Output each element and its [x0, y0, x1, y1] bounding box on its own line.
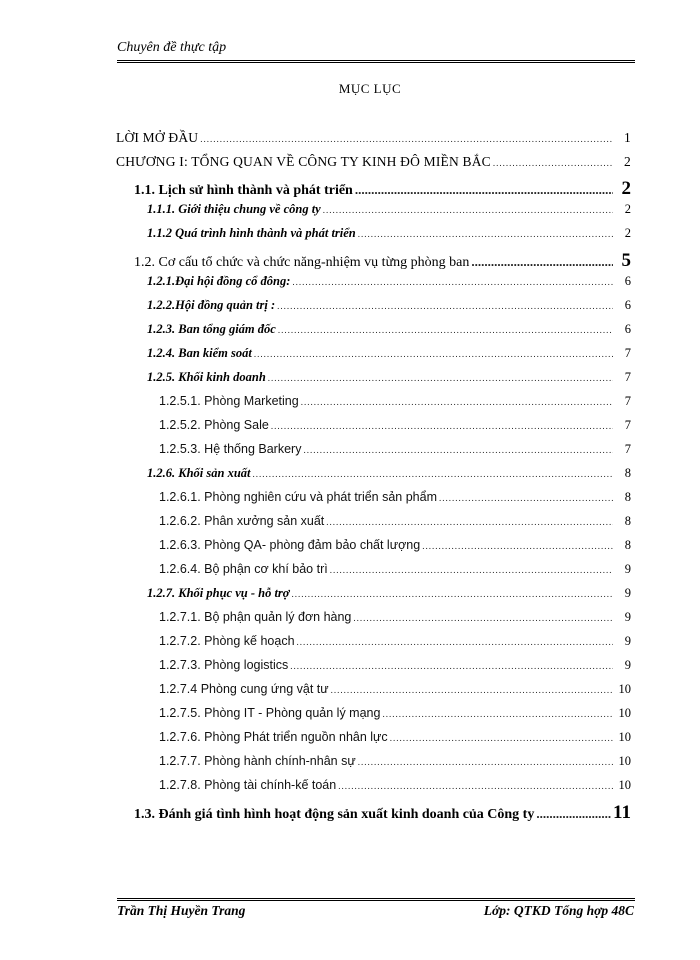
toc-entry-page: 10	[618, 706, 631, 720]
footer-divider	[117, 898, 635, 901]
toc-entry-page: 10	[618, 730, 631, 744]
toc-entry-page: 8	[624, 538, 631, 552]
toc-entry-label: 1.2. Cơ cấu tổ chức và chức năng-nhiệm vụ từng phòng ban	[134, 255, 470, 270]
toc-entry[interactable]	[116, 130, 631, 146]
toc-entry-page: 6	[624, 274, 631, 288]
toc-entry-label: 1.2.1.Đại hội đồng cổ đông:	[147, 274, 291, 288]
toc-entry-page: 9	[624, 586, 631, 600]
dot-leader	[278, 325, 613, 335]
toc-entry-label: 1.1. Lịch sử hình thành và phát triển	[134, 183, 353, 198]
toc-entry-page: 7	[624, 346, 631, 360]
toc-entry-label: 1.2.7.8. Phòng tài chính-kế toán	[159, 778, 337, 792]
toc-entry-page: 8	[624, 490, 631, 504]
toc-entry-page: 7	[624, 394, 631, 408]
toc-entry[interactable]	[159, 706, 631, 721]
dot-leader	[200, 134, 613, 144]
toc-entry[interactable]	[159, 442, 631, 457]
dot-leader	[355, 182, 613, 198]
dot-leader	[326, 517, 613, 527]
dot-leader	[382, 709, 613, 719]
footer-class: Lớp: QTKD Tổng hợp 48C	[483, 903, 634, 918]
toc-entry-page: 9	[624, 562, 631, 576]
toc-entry-label: 1.2.5.2. Phòng Sale	[159, 418, 269, 432]
toc-entry-label: 1.2.7.7. Phòng hành chính-nhân sự	[159, 754, 356, 768]
toc-entry-label: 1.2.5.1. Phòng Marketing	[159, 394, 299, 408]
dot-leader	[331, 685, 613, 695]
toc-entry-label: 1.2.7.2. Phòng kế hoạch	[159, 634, 295, 648]
toc-entry-page: 6	[624, 298, 631, 312]
toc-entry-page: 9	[624, 610, 631, 624]
dot-leader	[471, 254, 613, 270]
toc-entry-label: 1.2.7.6. Phòng Phát triển nguồn nhân lực	[159, 730, 388, 744]
toc-entry[interactable]	[159, 418, 631, 433]
toc-entry[interactable]	[134, 250, 631, 272]
toc-entry-page: 6	[624, 322, 631, 336]
dot-leader	[353, 613, 613, 623]
toc-entry-page: 8	[624, 466, 631, 480]
toc-entry[interactable]	[159, 754, 631, 769]
toc-entry-page: 2	[624, 202, 631, 216]
toc-entry-label: 1.3. Đánh giá tình hình hoạt động sản xuất kinh doanh của Công ty	[134, 807, 535, 822]
toc-entry-page: 2	[621, 178, 631, 199]
toc-entry[interactable]	[159, 394, 631, 409]
toc-entry[interactable]	[159, 634, 631, 649]
toc-entry-label: 1.2.3. Ban tổng giám đốc	[147, 322, 276, 336]
toc-entry[interactable]	[147, 202, 631, 217]
dot-leader	[292, 277, 613, 287]
dot-leader	[277, 301, 613, 311]
toc-entry[interactable]	[147, 586, 631, 601]
toc-entry-label: 1.2.7.5. Phòng IT - Phòng quản lý mạng	[159, 706, 381, 720]
toc-entry-label: 1.2.7.3. Phòng logistics	[159, 658, 289, 672]
dot-leader	[338, 781, 613, 791]
toc-entry-label: 1.1.1. Giới thiệu chung về công ty	[147, 202, 321, 216]
dot-leader	[390, 733, 613, 743]
toc-entry-page: 7	[624, 370, 631, 384]
dot-leader	[493, 158, 613, 168]
toc-entry-label: CHƯƠNG I: TỔNG QUAN VỀ CÔNG TY KINH ĐÔ MIỀN BẮC	[116, 154, 491, 169]
toc-entry[interactable]	[159, 778, 631, 793]
toc-entry-page: 8	[624, 514, 631, 528]
dot-leader	[422, 541, 613, 551]
toc-entry-page: 9	[624, 634, 631, 648]
dot-leader	[268, 373, 613, 383]
toc-entry-page: 10	[618, 682, 631, 696]
toc-title: MỤC LỤC	[338, 81, 402, 96]
toc-entry-label: 1.2.7.4 Phòng cung ứng vật tư	[159, 682, 329, 696]
dot-leader	[323, 205, 613, 215]
toc-entry[interactable]	[147, 274, 631, 289]
toc-entry[interactable]	[134, 802, 631, 824]
toc-entry-page: 2	[624, 154, 631, 169]
toc-entry[interactable]	[147, 322, 631, 337]
dot-leader	[253, 469, 613, 479]
toc-entry[interactable]	[159, 538, 631, 553]
toc-entry-label: 1.2.6.1. Phòng nghiên cứu và phát triển sản phẩm	[159, 490, 438, 504]
toc-entry-label: 1.2.6.4. Bộ phận cơ khí bảo trì	[159, 562, 328, 576]
header-title: Chuyên đề thực tập	[117, 40, 227, 55]
toc-entry-label: 1.2.6.2. Phân xưởng sản xuất	[159, 514, 325, 528]
toc-entry-page: 9	[624, 658, 631, 672]
dot-leader	[292, 589, 614, 599]
dot-leader	[330, 565, 613, 575]
toc-entry-page: 1	[624, 130, 631, 145]
dot-leader	[358, 229, 613, 239]
toc-entry[interactable]	[159, 514, 631, 529]
dot-leader	[303, 445, 613, 455]
toc-entry-label: 1.2.7.1. Bộ phận quản lý đơn hàng	[159, 610, 352, 624]
toc-entry[interactable]	[159, 730, 631, 745]
toc-entry-page: 7	[624, 442, 631, 456]
toc-entry[interactable]	[147, 466, 631, 481]
dot-leader	[297, 637, 613, 647]
toc-entry-page: 5	[621, 250, 631, 271]
toc-entry[interactable]	[159, 610, 631, 625]
toc-entry[interactable]	[159, 658, 631, 673]
dot-leader	[290, 661, 613, 671]
toc-entry-page: 10	[618, 778, 631, 792]
toc-entry-page: 10	[618, 754, 631, 768]
toc-entry[interactable]	[134, 178, 631, 200]
toc-entry[interactable]	[147, 226, 631, 241]
toc-entry-label: 1.2.4. Ban kiểm soát	[147, 346, 252, 360]
dot-leader	[439, 493, 613, 503]
dot-leader	[271, 421, 613, 431]
toc-entry[interactable]	[159, 562, 631, 577]
toc-entry[interactable]	[159, 682, 631, 697]
toc-entry[interactable]	[147, 346, 631, 361]
toc-entry-page: 2	[624, 226, 631, 240]
footer-author: Trần Thị Huyền Trang	[117, 903, 246, 918]
dot-leader	[358, 757, 613, 767]
toc-entry[interactable]	[159, 490, 631, 505]
toc-entry-label: 1.2.2.Hội đồng quản trị :	[147, 298, 276, 312]
dot-leader	[301, 397, 613, 407]
toc-entry-label: 1.2.6.3. Phòng QA- phòng đảm bảo chất lượng	[159, 538, 421, 552]
toc-entry[interactable]	[147, 298, 631, 313]
toc-entry-label: 1.2.5. Khối kinh doanh	[147, 370, 266, 384]
toc-entry-label: 1.1.2 Quá trình hình thành và phát triển	[147, 226, 356, 240]
dot-leader	[254, 349, 613, 359]
toc-entry-label: LỜI MỞ ĐẦU	[116, 130, 199, 145]
toc-entry-label: 1.2.5.3. Hệ thống Barkery	[159, 442, 302, 456]
toc-entry[interactable]	[116, 154, 631, 170]
toc-entry[interactable]	[147, 370, 631, 385]
toc-entry-page: 11	[613, 802, 631, 823]
toc-entry-label: 1.2.7. Khối phục vụ - hỗ trợ	[147, 586, 290, 600]
toc-entry-label: 1.2.6. Khối sản xuất	[147, 466, 251, 480]
toc-entry-page: 7	[624, 418, 631, 432]
dot-leader	[536, 806, 611, 822]
